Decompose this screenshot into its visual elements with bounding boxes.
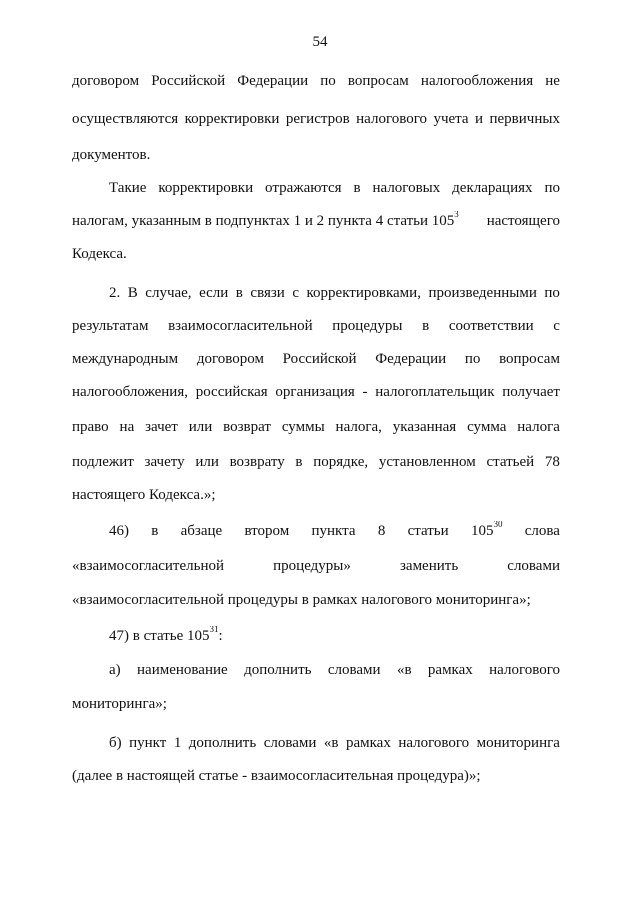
word: суммы xyxy=(281,419,325,435)
text-line: документов. xyxy=(72,147,151,163)
word: сумма xyxy=(467,419,507,435)
word: словами xyxy=(507,558,560,574)
word: договором xyxy=(196,351,264,367)
word: Российской xyxy=(151,73,226,89)
word: с xyxy=(553,318,560,334)
word: мониторинга xyxy=(476,735,560,751)
word: процедуры» xyxy=(273,558,351,574)
text-line xyxy=(109,178,560,198)
superscript: 3 xyxy=(454,211,459,219)
word: по xyxy=(544,285,560,301)
word: $105^{30}$ xyxy=(470,521,503,539)
text-line: настоящего Кодекса.»; xyxy=(72,487,216,503)
word: налога xyxy=(517,419,560,435)
text-line xyxy=(72,556,560,576)
word: а) xyxy=(109,662,121,678)
word: декларациях xyxy=(452,180,533,196)
text-line xyxy=(72,349,560,369)
word: на xyxy=(119,419,135,435)
text-line xyxy=(72,109,560,129)
word: абзаце xyxy=(180,523,223,539)
word: рамках xyxy=(345,735,391,751)
word: получает xyxy=(502,384,560,400)
word: Федерации xyxy=(375,351,447,367)
word: процедуры xyxy=(332,318,403,334)
word: возврат xyxy=(223,419,271,435)
word: регистров xyxy=(285,111,350,127)
word: зачету xyxy=(144,454,185,470)
word: наименование xyxy=(137,662,228,678)
word: корректировки xyxy=(184,111,280,127)
text-line xyxy=(72,417,560,437)
word: «в xyxy=(396,662,412,678)
word: корректировками, xyxy=(306,285,421,301)
word: осуществляются xyxy=(72,111,179,127)
word: заменить xyxy=(399,558,459,574)
word: отражаются xyxy=(265,180,342,196)
word: словами xyxy=(263,735,317,751)
superscript: 30 xyxy=(493,521,503,529)
word: возврату xyxy=(229,454,285,470)
word: - xyxy=(362,384,368,400)
word: рамках xyxy=(427,662,473,678)
word: или xyxy=(188,419,213,435)
word: налогового xyxy=(398,735,470,751)
word: 78 xyxy=(544,454,560,470)
word: произведенными xyxy=(428,285,537,301)
word: налогового xyxy=(356,111,427,127)
word: Российской xyxy=(282,351,357,367)
word: пункт xyxy=(129,735,167,751)
word: пункта xyxy=(311,523,356,539)
word: не xyxy=(545,73,560,89)
word: б) xyxy=(109,735,122,751)
word: в xyxy=(295,454,303,470)
text-line-with-superscript: 47) в статье $105^{31}$: xyxy=(109,626,223,644)
word: вопросам xyxy=(499,351,560,367)
text-line xyxy=(72,382,560,402)
text-line xyxy=(109,733,560,753)
word: взаимосогласительной xyxy=(168,318,313,334)
word: порядке, xyxy=(313,454,369,470)
word: учета xyxy=(433,111,469,127)
word: международным xyxy=(72,351,179,367)
word: право xyxy=(72,419,109,435)
word: налога, xyxy=(335,419,382,435)
word: договором xyxy=(72,73,140,89)
word: «в xyxy=(323,735,339,751)
word: если xyxy=(199,285,229,301)
word: дополнить xyxy=(244,662,312,678)
word: связи xyxy=(250,285,285,301)
word: втором xyxy=(244,523,290,539)
text-line: Кодекса. xyxy=(72,246,127,262)
word: 2. xyxy=(109,285,121,301)
word: подлежит xyxy=(72,454,134,470)
text-line: мониторинга»; xyxy=(72,696,167,712)
superscript: 31 xyxy=(209,626,219,634)
word: в xyxy=(151,523,159,539)
line-segment: налогам, указанным в подпунктах 1 и 2 пункта 4 статьи $105^3$ xyxy=(72,211,459,229)
word: результатам xyxy=(72,318,149,334)
word: в xyxy=(235,285,243,301)
word: российская xyxy=(195,384,268,400)
word: в xyxy=(422,318,430,334)
text-line xyxy=(72,316,560,336)
text-line-with-superscript xyxy=(109,521,560,541)
word: «взаимосогласительной xyxy=(72,558,225,574)
word: или xyxy=(195,454,219,470)
word: корректировки xyxy=(158,180,254,196)
word: Такие xyxy=(109,180,147,196)
word: дополнить xyxy=(188,735,257,751)
word: с xyxy=(292,285,299,301)
line-segment: настоящего xyxy=(486,213,560,229)
word: Федерации xyxy=(237,73,309,89)
text-line xyxy=(109,283,560,303)
page-number: 54 xyxy=(312,34,328,50)
word: организация xyxy=(275,384,355,400)
word: 46) xyxy=(109,523,129,539)
text-line xyxy=(72,452,560,472)
text-line xyxy=(109,660,560,680)
text-line-with-superscript xyxy=(72,211,560,231)
word: налогообложения xyxy=(420,73,534,89)
word: В xyxy=(127,285,138,301)
word: по xyxy=(544,180,560,196)
word: налогоплательщик xyxy=(375,384,495,400)
word: первичных xyxy=(489,111,560,127)
word: словами xyxy=(327,662,381,678)
text-line xyxy=(72,71,560,91)
word: и xyxy=(475,111,484,127)
text-line: «взаимосогласительной процедуры в рамках налогового мониторинга»; xyxy=(72,592,531,608)
word: статьей xyxy=(486,454,535,470)
word: соответствии xyxy=(448,318,534,334)
word: слова xyxy=(524,523,560,539)
word: в xyxy=(353,180,361,196)
word: указанная xyxy=(392,419,457,435)
word: вопросам xyxy=(347,73,409,89)
word: по xyxy=(464,351,481,367)
word: установленном xyxy=(378,454,476,470)
word: 8 xyxy=(377,523,386,539)
word: налогообложения, xyxy=(72,384,188,400)
text-line: (далее в настоящей статье - взаимосогласительная процедура)»; xyxy=(72,768,481,784)
word: 1 xyxy=(173,735,182,751)
word: налогового xyxy=(489,662,560,678)
word: налоговых xyxy=(372,180,441,196)
word: по xyxy=(320,73,336,89)
word: случае, xyxy=(145,285,192,301)
word: статьи xyxy=(407,523,449,539)
word: зачет xyxy=(145,419,178,435)
